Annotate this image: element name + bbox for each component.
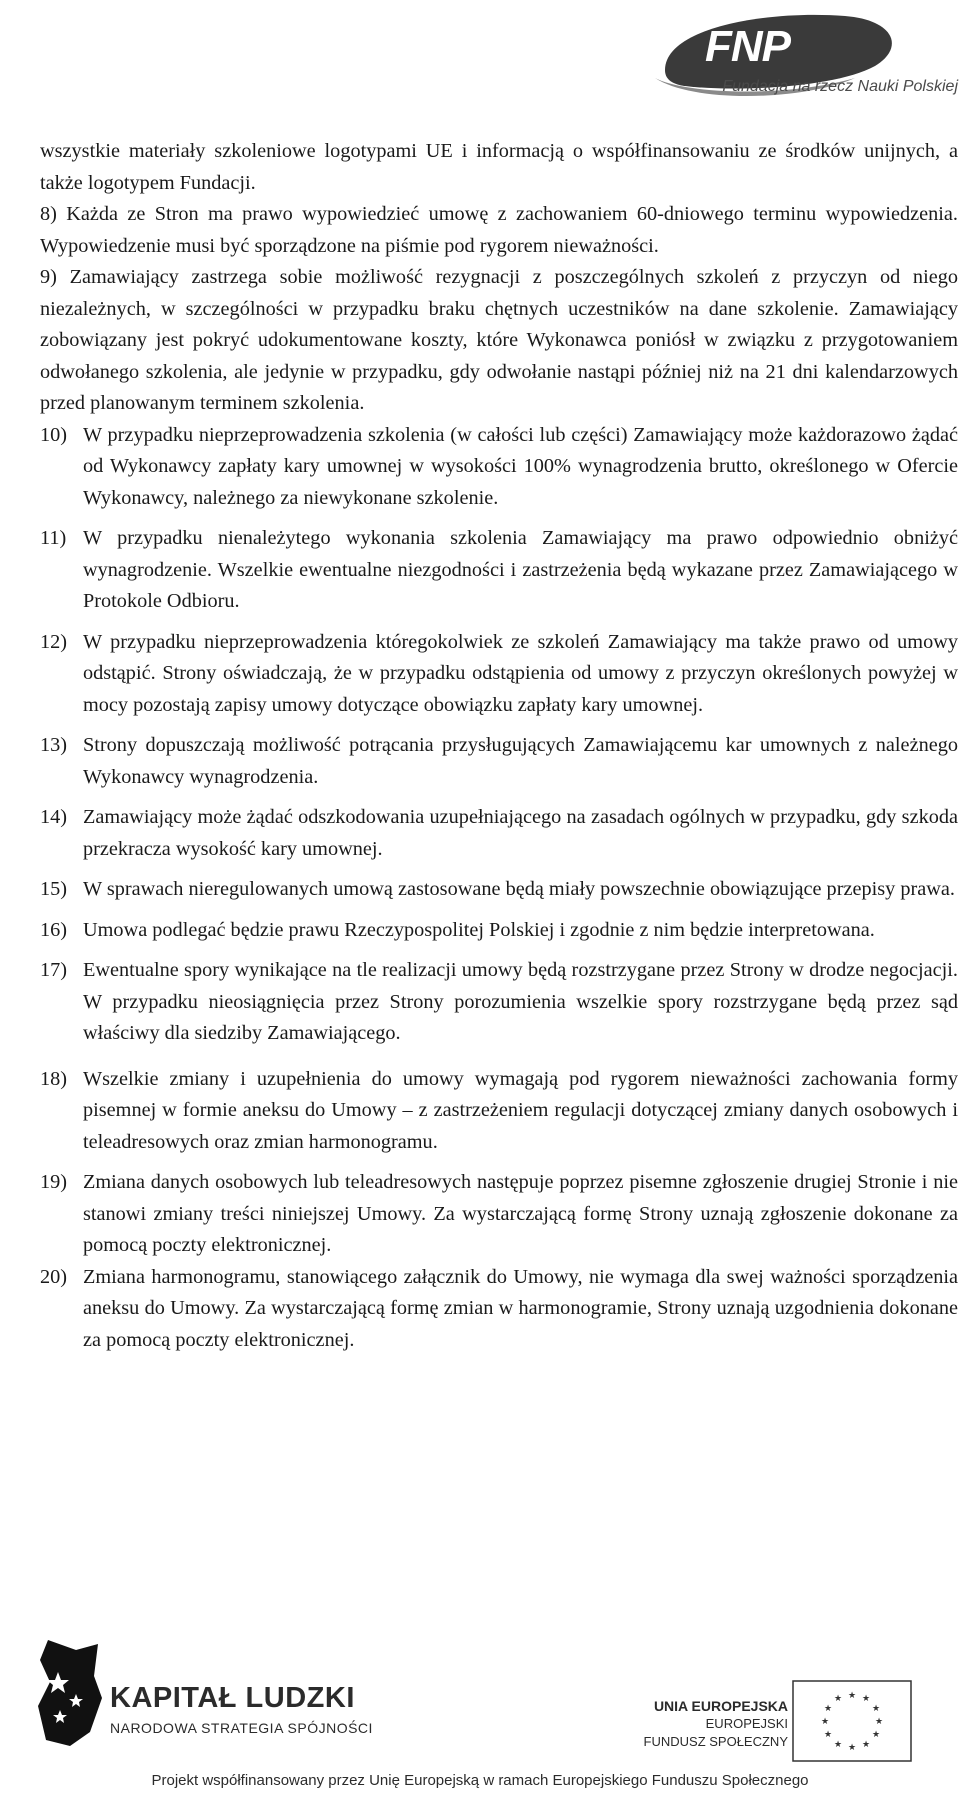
svg-text:★: ★ <box>847 1691 857 1701</box>
item-number: 17) <box>40 959 68 981</box>
poland-map-icon <box>36 1636 106 1754</box>
svg-text:★: ★ <box>847 1743 857 1753</box>
kapital-ludzki-logo <box>36 1636 406 1756</box>
item-number: 18) <box>40 1067 68 1090</box>
svg-text:★: ★ <box>861 1740 871 1750</box>
list-item-19 <box>40 1167 958 1262</box>
item-number: 20) <box>40 1265 68 1288</box>
list-item-20 <box>40 1262 958 1357</box>
fnp-logo-text: FNP <box>705 22 790 71</box>
page-footer <box>0 1630 960 1794</box>
eu-logo <box>643 1658 930 1768</box>
document-body <box>40 136 958 1356</box>
svg-text:★: ★ <box>861 1694 871 1704</box>
item-number: 8) <box>40 203 57 225</box>
item-text: W przypadku nieprzeprowadzenia szkolenia (w całości lub części) Zamawiający może każdorazowo żądać od Wykonawcy zapłaty kary umownej w wysokości 100% wynagrodzenia brutto, określonego w Ofercie Wykonawcy, należnego za niewykonane szkolenie. <box>83 423 958 509</box>
cofinancing-note: Projekt współfinansowany przez Unię Europejską w ramach Europejskiego Funduszu Społecznego <box>151 1772 809 1789</box>
item-number: 12) <box>40 630 68 653</box>
svg-text:★: ★ <box>833 1694 843 1704</box>
item-number: 9) <box>40 266 57 288</box>
item-text: Każda ze Stron ma prawo wypowiedzieć umowę z zachowaniem 60-dniowego terminu wypowiedzenia. Wypowiedzenie musi być sporządzone na piśmie pod rygorem nieważności. <box>40 203 958 257</box>
item-text: Zamawiający zastrzega sobie możliwość rezygnacji z poszczególnych szkoleń z przyczyn od niego niezależnych, w szczególności w przypadku braku chętnych uczestników na dane szkolenie. Zamawiający zobowiązany jest pokryć udokumentowane koszty, które Wykonawca poniósł w związku z przygotowaniem odwołanego szkolenia, ale jedynie w przypadku, gdy odwołanie nastąpi później niż na 21 dni kalendarzowych przed planowanym terminem szkolenia. <box>40 266 958 414</box>
svg-text:★: ★ <box>874 1717 884 1727</box>
item-text: Zmiana danych osobowych lub teleadresowych następuje poprzez pisemne zgłoszenie drugiej Stronie i nie stanowi zmiany treści niniejszej Umowy. Za wystarczającą formę Strony uznają zgłoszenie dokonane za pomocą poczty elektronicznej. <box>83 1171 958 1256</box>
item-text: W przypadku nienależytego wykonania szkolenia Zamawiający ma prawo odpowiednio obniżyć wynagrodzenie. Wszelkie ewentualne niezgodności i zastrzeżenia będą wykazane przez Zamawiającego w Protokole Odbioru. <box>83 527 958 612</box>
svg-text:★: ★ <box>823 1704 833 1714</box>
eu-logo-line1: UNIA EUROPEJSKA <box>653 1698 788 1714</box>
list-item-8 <box>40 199 958 262</box>
kapital-ludzki-subtitle: NARODOWA STRATEGIA SPÓJNOŚCI <box>110 1720 373 1736</box>
item-text: Umowa podlegać będzie prawu Rzeczypospolitej Polskiej i zgodnie z nim będzie interpretowana. <box>83 918 875 941</box>
svg-text:★: ★ <box>871 1730 881 1740</box>
item-number: 16) <box>40 918 68 941</box>
eu-flag-icon <box>792 1680 912 1762</box>
item-text: W sprawach nieregulowanych umową zastosowane będą miały powszechnie obowiązujące przepisy prawa. <box>83 878 955 900</box>
item-text: Zamawiający może żądać odszkodowania uzupełniającego na zasadach ogólnych w przypadku, gdy szkoda przekracza wysokość kary umownej. <box>83 806 958 860</box>
item-text: Wszelkie zmiany i uzupełnienia do umowy wymagają pod rygorem nieważności zachowania formy pisemnej w formie aneksu do Umowy – z zastrzeżeniem regulacji dotyczącej zmiany danych osobowych i teleadresowych oraz zmian harmonogramu. <box>83 1067 958 1153</box>
svg-text:★: ★ <box>823 1730 833 1740</box>
fnp-logo <box>645 8 960 104</box>
svg-text:★: ★ <box>871 1704 881 1714</box>
fnp-logo-subtitle: Fundacja na rzecz Nauki Polskiej <box>722 78 958 95</box>
eu-logo-line3: FUNDUSZ SPOŁECZNY <box>643 1734 788 1749</box>
item-text: W przypadku nieprzeprowadzenia któregokolwiek ze szkoleń Zamawiający ma także prawo od umowy odstąpić. Strony oświadczają, że w przypadku odstąpienia od umowy z przyczyn określonych powyżej w mocy pozostają zapisy umowy dotyczące obowiązku zapłaty kary umownej. <box>83 630 958 716</box>
list-item-18 <box>40 1064 958 1159</box>
list-item-10 <box>40 420 958 515</box>
item-number: 10) <box>40 423 68 446</box>
svg-text:★: ★ <box>820 1717 830 1727</box>
list-item-15 <box>40 874 958 906</box>
intro-paragraph: wszystkie materiały szkoleniowe logotypami UE i informacją o współfinansowaniu ze środków unijnych, a także logotypem Fundacji. <box>40 140 958 194</box>
item-text: Zmiana harmonogramu, stanowiącego załącznik do Umowy, nie wymaga dla swej ważności sporządzenia aneksu do Umowy. Za wystarczającą formę zmian w harmonogramie, Strony uznają uzgodnienia dokonane za pomocą poczty elektronicznej. <box>83 1265 958 1351</box>
item-number: 14) <box>40 806 68 828</box>
item-number: 19) <box>40 1171 68 1193</box>
item-number: 13) <box>40 734 68 756</box>
list-item-16 <box>40 915 958 947</box>
eu-logo-line2: EUROPEJSKI <box>705 1716 788 1731</box>
list-item-14 <box>40 802 958 865</box>
kapital-ludzki-title: KAPITAŁ LUDZKI <box>110 1682 355 1714</box>
svg-text:★: ★ <box>833 1740 843 1750</box>
list-item-13 <box>40 730 958 793</box>
list-item-9 <box>40 262 958 420</box>
list-item-17 <box>40 955 958 1050</box>
item-number: 15) <box>40 878 68 900</box>
item-text: Ewentualne spory wynikające na tle realizacji umowy będą rozstrzygane przez Strony w drodze negocjacji. W przypadku nieosiągnięcia przez Strony porozumienia wszelkie spory rozstrzygane będą przez sąd właściwy dla siedziby Zamawiającego. <box>83 959 958 1044</box>
item-text: Strony dopuszczają możliwość potrącania przysługujących Zamawiającemu kar umownych z należnego Wykonawcy wynagrodzenia. <box>83 734 958 788</box>
list-item-12 <box>40 627 958 722</box>
item-number: 11) <box>40 527 67 549</box>
list-item-11 <box>40 523 958 618</box>
